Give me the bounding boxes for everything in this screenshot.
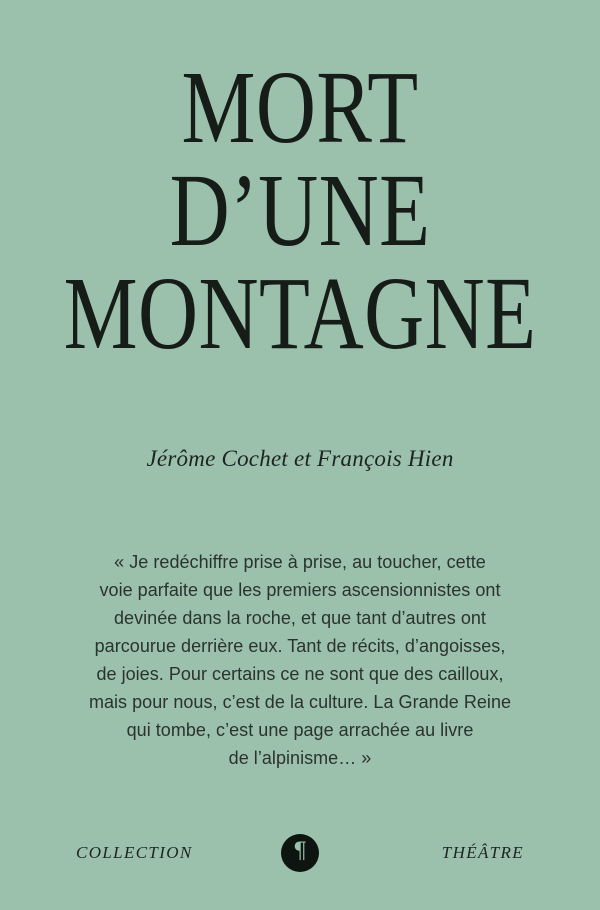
collection-label: COLLECTION (76, 843, 193, 862)
back-quote (0, 548, 600, 772)
quote-line: devinée dans la roche, et que tant d’autres ont (114, 608, 486, 628)
footer-bar (0, 833, 600, 873)
quote-line: « Je redéchiffre prise à prise, au toucher, cette (114, 552, 486, 572)
publisher-logo (281, 834, 319, 872)
book-title (0, 0, 600, 371)
quote-line: de joies. Pour certains ce ne sont que des cailloux, (96, 664, 504, 684)
quote-line: voie parfaite que les premiers ascensionnistes ont (99, 580, 501, 600)
quote-line: mais pour nous, c’est de la culture. La Grande Reine (88, 692, 512, 712)
title-line-3: MONTAGNE (63, 256, 537, 371)
authors-line: Jérôme Cochet et François Hien (146, 446, 454, 471)
quote-line: qui tombe, c’est une page arrachée au livre (126, 720, 474, 740)
quote-line: de l’alpinisme… » (228, 748, 372, 768)
series-label: THÉÂTRE (441, 843, 524, 862)
quote-line: parcourue derrière eux. Tant de récits, d’angoisses, (94, 636, 506, 656)
title-line-1: MORT (181, 50, 419, 165)
title-line-2: D’UNE (169, 153, 431, 268)
pilcrow-logo-icon: ¶ (293, 839, 307, 864)
